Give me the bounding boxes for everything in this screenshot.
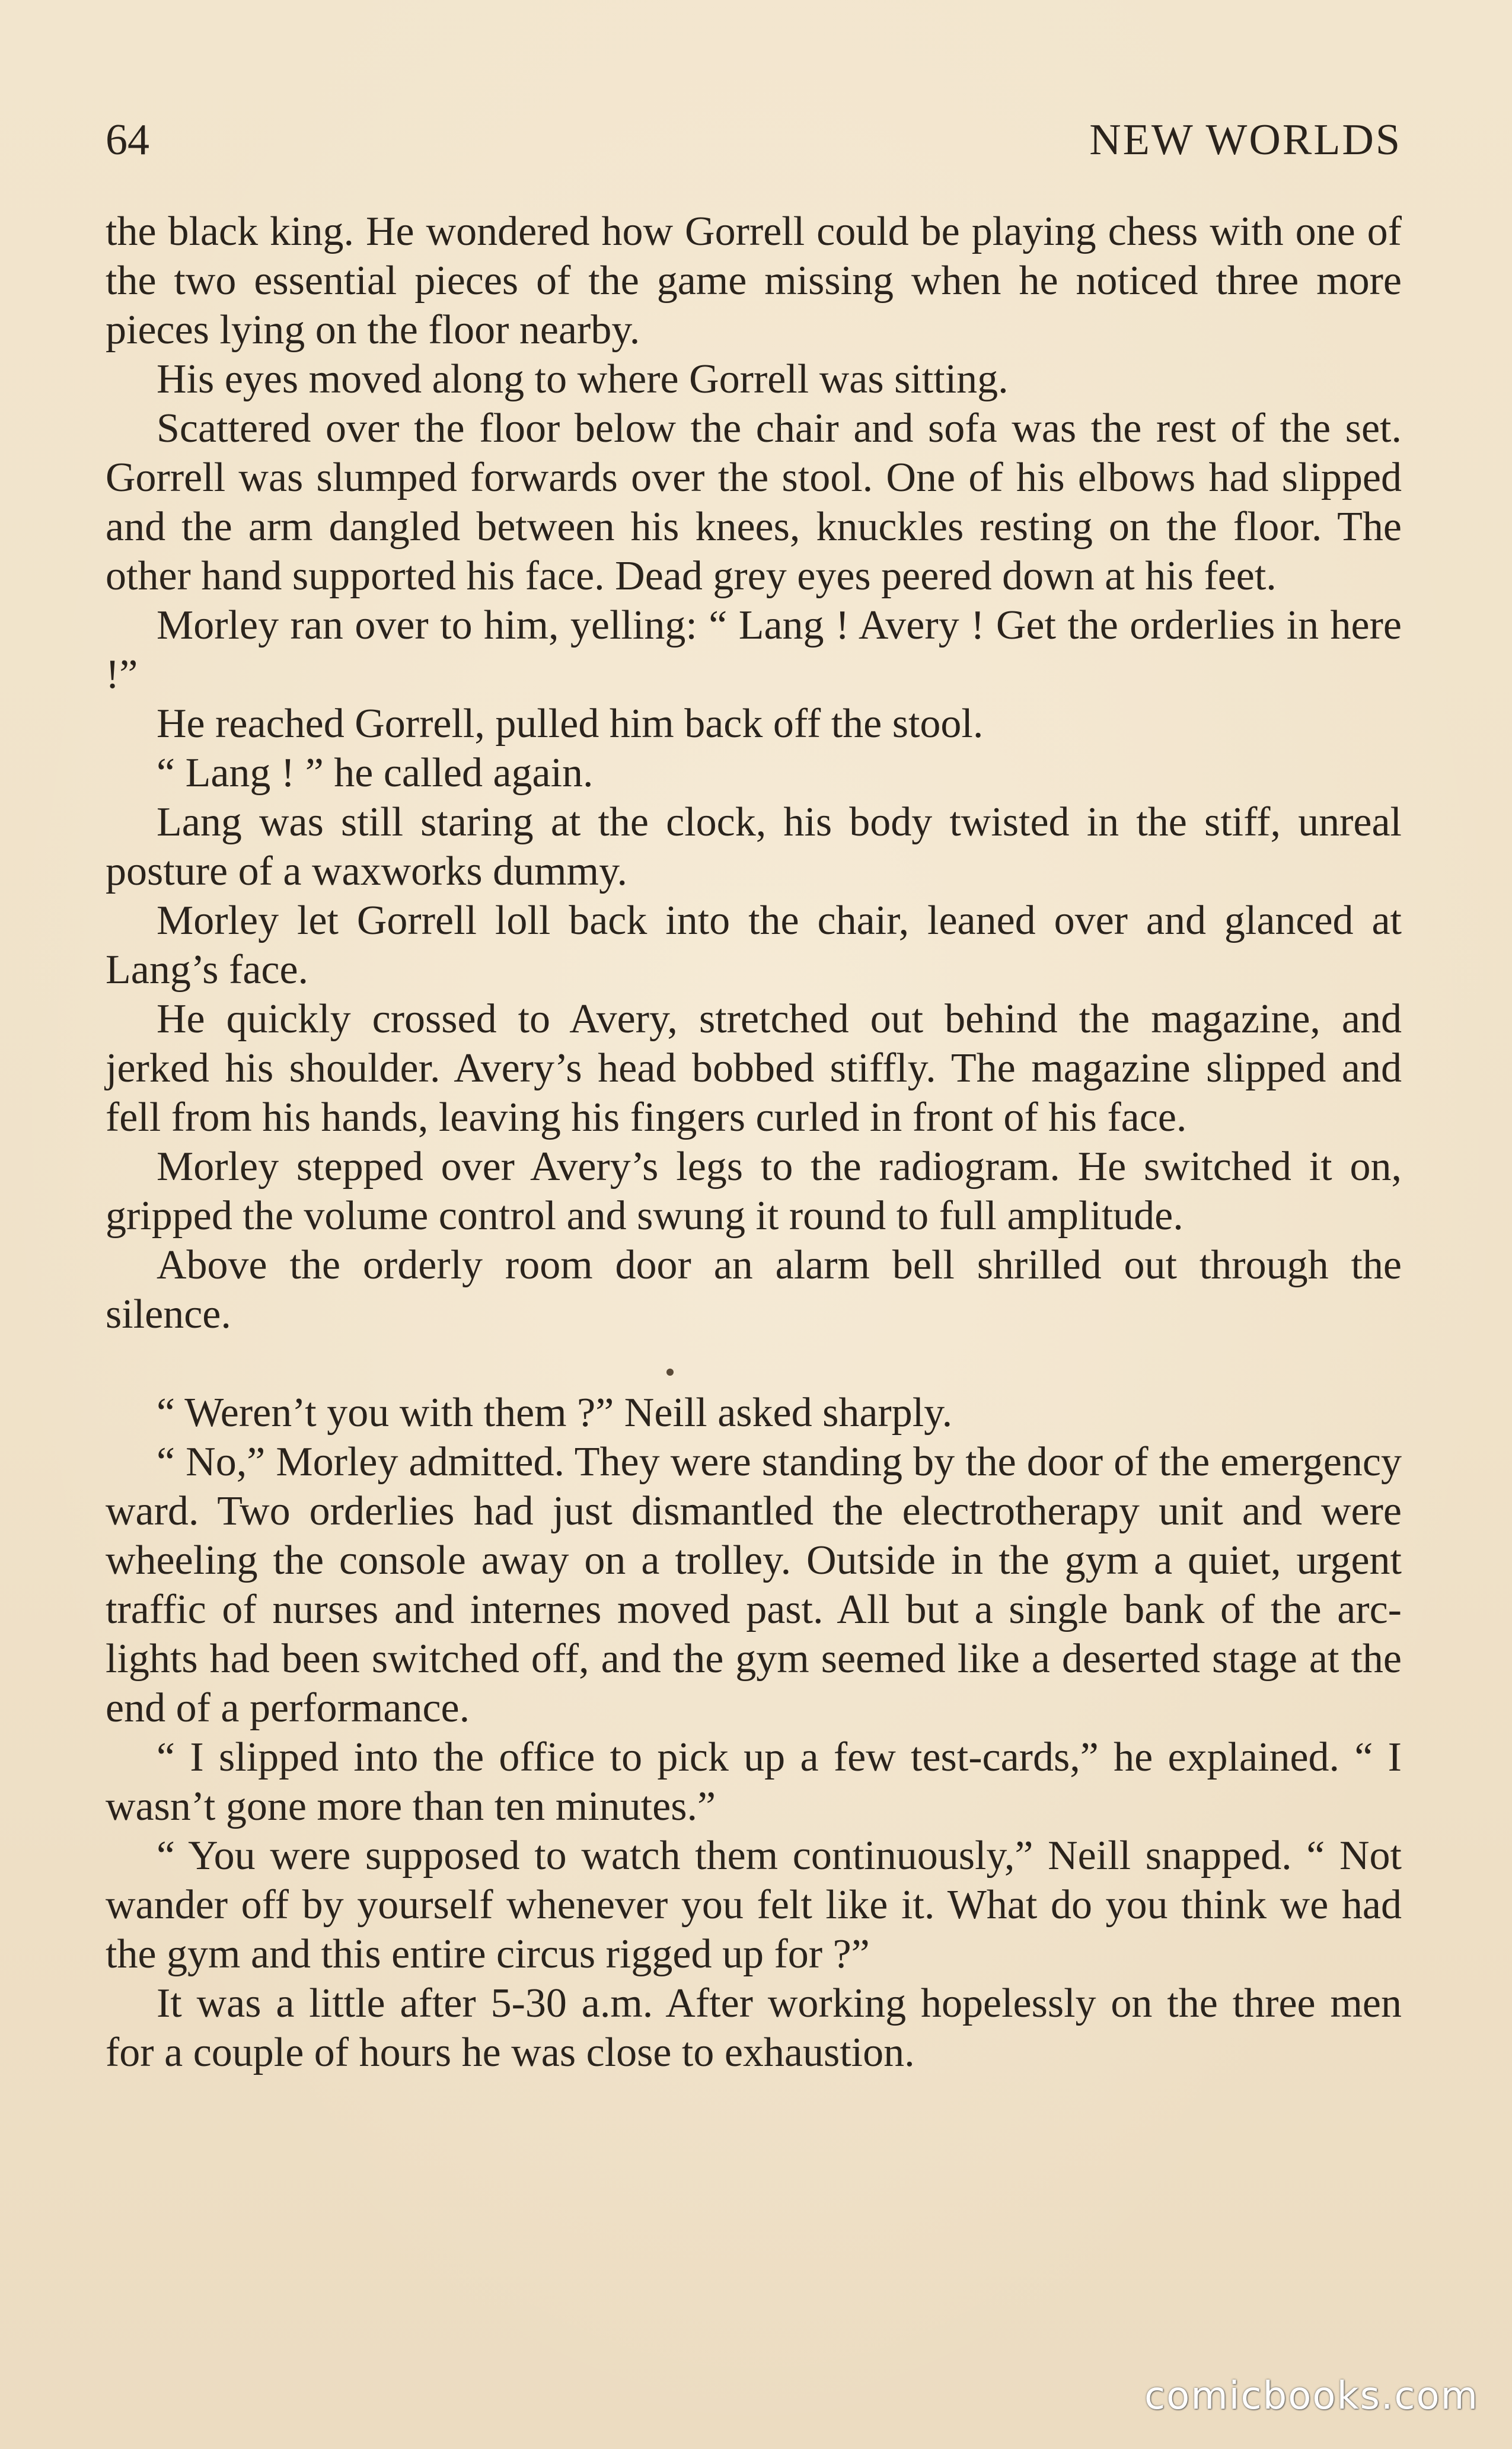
paragraph: “ Weren’t you with them ?” Neill asked sharply.: [157, 1390, 953, 1436]
paragraph: His eyes moved along to where Gorrell was sitting.: [157, 356, 1009, 402]
paragraph: “ I slipped into the office to pick up a few test-cards,” he explained. “ I wasn’t gone more than ten minutes.”: [106, 1734, 1402, 1829]
page-header: [106, 110, 1402, 170]
body-text: [106, 207, 1402, 2077]
paragraph: “ Lang ! ” he called again.: [157, 750, 594, 796]
paragraph: He quickly crossed to Avery, stretched out behind the magazine, and jerked his shoulder. Avery’s head bobbed stiffly. The magazine slipped and fell from his hands, leaving his fingers curled in front of his face.: [106, 996, 1402, 1140]
paragraph: Scattered over the floor below the chair and sofa was the rest of the set. Gorrell was slumped forwards over the stool. One of his elbows had slipped and the arm dangled between his knees, knuckles resting on the floor. The other hand supported his face. Dead grey eyes peered down at his feet.: [106, 406, 1402, 599]
paragraph: the black king. He wondered how Gorrell could be playing chess with one of the two essential pieces of the game missing when he noticed three more pieces lying on the floor nearby.: [106, 209, 1402, 353]
running-head: NEW WORLDS: [1089, 116, 1402, 164]
paragraph: Morley let Gorrell loll back into the chair, leaned over and glanced at Lang’s face.: [106, 898, 1402, 993]
site-watermark: comicbooks.com: [1144, 2374, 1479, 2418]
paragraph: Morley ran over to him, yelling: “ Lang ! Avery ! Get the orderlies in here !”: [106, 602, 1402, 697]
page-number: 64: [106, 116, 149, 164]
section-break: [106, 1339, 1402, 1388]
paragraph: He reached Gorrell, pulled him back off the stool.: [157, 701, 984, 747]
paragraph: “ You were supposed to watch them continuously,” Neill snapped. “ Not wander off by yourself whenever you felt like it. What do you think we had the gym and this entire circus rigged up for ?”: [106, 1833, 1402, 1977]
paragraph: Morley stepped over Avery’s legs to the radiogram. He switched it on, gripped the volume control and swung it round to full amplitude.: [106, 1144, 1402, 1239]
paragraph: “ No,” Morley admitted. They were standing by the door of the emergency ward. Two orderlies had just dismantled the electrotherapy unit and were wheeling the console away on a trolley. Outside in the gym a quiet, urgent traffic of nurses and internes moved past. All but a single bank of the arc-lights had been switched off, and the gym seemed like a deserted stage at the end of a performance.: [106, 1439, 1402, 1731]
section-break-dot: [666, 1369, 674, 1376]
paragraph: It was a little after 5-30 a.m. After working hopelessly on the three men for a couple of hours he was close to exhaustion.: [106, 1981, 1402, 2075]
paragraph: Lang was still staring at the clock, his body twisted in the stiff, unreal posture of a waxworks dummy.: [106, 799, 1402, 894]
paragraph: Above the orderly room door an alarm bell shrilled out through the silence.: [106, 1242, 1402, 1337]
